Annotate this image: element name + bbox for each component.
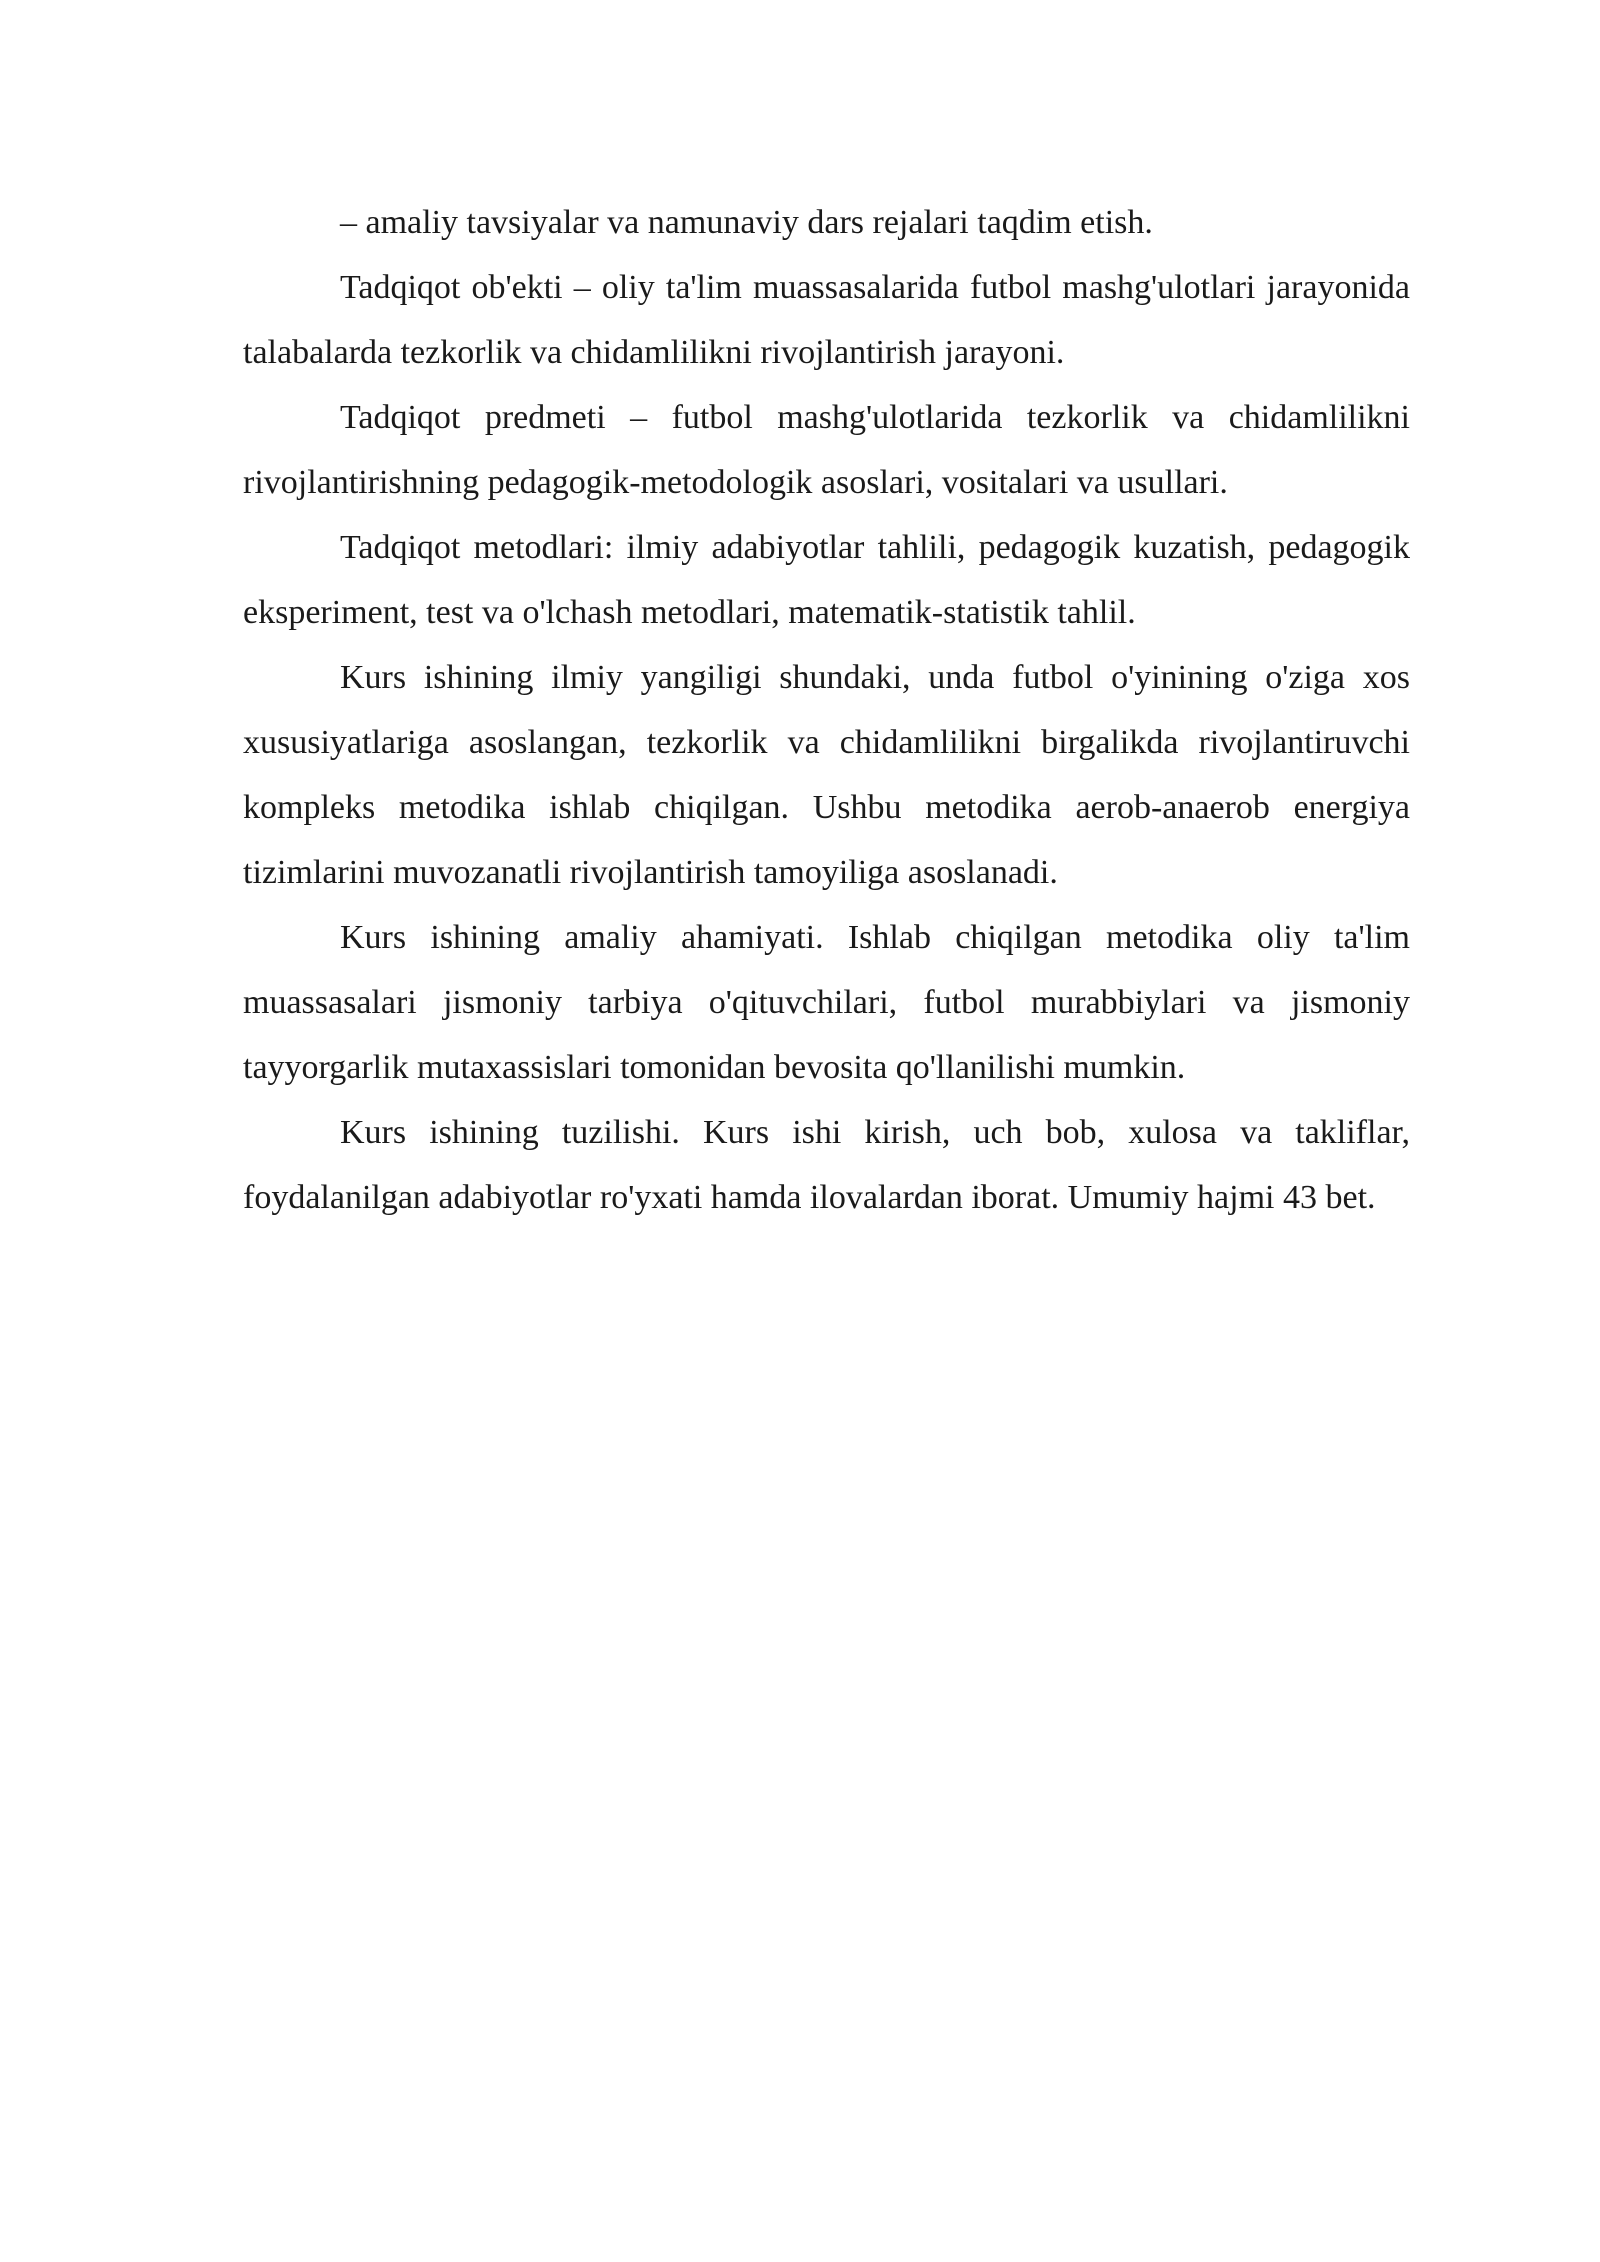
body-text [243, 190, 1410, 1230]
paragraph-research-methods: Tadqiqot metodlari: ilmiy adabiyotlar tahlili, pedagogik kuzatish, pedagogik eksperiment, test va o'lchash metodlari, matematik-statistik tahlil. [243, 529, 1410, 631]
paragraph-task-item: – amaliy tavsiyalar va namunaviy dars rejalari taqdim etish. [340, 204, 1153, 241]
paragraph-research-subject: Tadqiqot predmeti – futbol mashg'ulotlarida tezkorlik va chidamlilikni rivojlantirishning pedagogik-metodologik asoslari, vositalari va usullari. [243, 399, 1410, 501]
paragraph-practical-significance: Kurs ishining amaliy ahamiyati. Ishlab chiqilgan metodika oliy ta'lim muassasalari jismoniy tarbiya o'qituvchilari, futbol murabbiylari va jismoniy tayyorgarlik mutaxassislari tomonidan bevosita qo'llanilishi mumkin. [243, 919, 1410, 1086]
paragraph-structure: Kurs ishining tuzilishi. Kurs ishi kirish, uch bob, xulosa va takliflar, foydalanilgan adabiyotlar ro'yxati hamda ilovalardan iborat. Umumiy hajmi 43 bet. [243, 1114, 1410, 1216]
paragraph-research-object: Tadqiqot ob'ekti – oliy ta'lim muassasalarida futbol mashg'ulotlari jarayonida talabalarda tezkorlik va chidamlilikni rivojlantirish jarayoni. [243, 269, 1410, 371]
paragraph-scientific-novelty: Kurs ishining ilmiy yangiligi shundaki, unda futbol o'yinining o'ziga xos xususiyatlariga asoslangan, tezkorlik va chidamlilikni birgalikda rivojlantiruvchi kompleks metodika ishlab chiqilgan. Ushbu metodika aerob-anaerob energiya tizimlarini muvozanatli rivojlantirish tamoyiliga asoslanadi. [243, 659, 1410, 891]
